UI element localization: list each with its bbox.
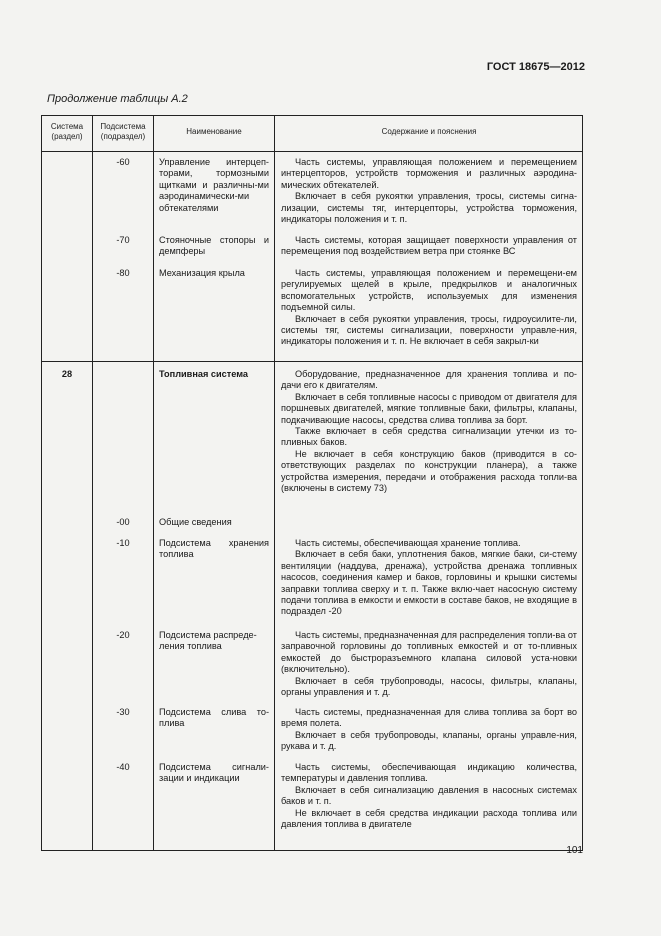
header-content: Содержание и пояснения [381,127,477,136]
row-name: Стояночные стопоры и демпферы [159,235,269,257]
content-paragraph: Оборудование, предназначенное для хранения топлива и по-дачи его к двигателям. [281,369,577,391]
row-content [281,268,577,348]
page-number: 101 [566,845,583,856]
content-paragraph: Часть системы, предназначенная для распределения топли-ва от заправочной горловины до топливных емкостей и от то-пливных емкостей до быстроразъемного клапана силовой уста-новки (включительно). [281,630,577,675]
row-content [281,630,577,698]
content-paragraph: Не включает в себя конструкцию баков (приводится в со-ответствующих разделах по конструкции планера), а также устройства измерения, передачи и отображения расхода топли-ва (включены в систему 73) [281,448,577,494]
content-paragraph: Включает в себя баки, уплотнения баков, мягкие баки, си-стему вентиляции (наддува, дренажа), устройства дренажа топливных насосов, соединения камер и баков, горловины и крышки системы заправки топлива сверху и т. п. Также вклю-чает насосную систему подачи топлива в емкости и емкости в составе баков, не входящие в подраздел -20 [281,549,577,617]
content-paragraph: Включает в себя топливные насосы с приводом от двигателя для поршневых двигателей, мягкие топливные баки, фильтры, клапаны, подкачивающие насосы, средства слива топлива за борт. [281,391,577,425]
header-name: Наименование [186,127,242,136]
subsystem-code: -00 [116,517,130,527]
header-subsystem: Подсистема (подраздел) [100,122,146,141]
content-paragraph: Часть системы, управляющая положением и перемещением интерцепторов, устройств торможения и различных аэродина-мических обтекателей. [281,157,577,190]
subsystem-code: -80 [116,268,130,278]
section-divider [42,361,582,362]
table-caption: Продолжение таблицы А.2 [47,93,188,105]
row-name: Подсистема распреде-ления топлива [159,630,257,652]
content-paragraph: Часть системы, предназначенная для слива топлива за борт во время полета. [281,707,577,729]
subsystem-code: -10 [116,538,130,548]
header-divider [42,151,582,152]
row-content [281,538,577,618]
row-name: Механизация крыла [159,268,245,278]
header-system: Система (раздел) [50,122,84,141]
classification-table [41,115,583,851]
content-paragraph: Включает в себя трубопроводы, насосы, фильтры, клапаны, органы управления и т. д. [281,675,577,698]
content-paragraph: Включает в себя рукоятки управления, тросы, системы сигна-лизации, системы тяг, интерцепторы, устройства торможения, индикаторы положения и т. п. [281,191,577,225]
content-paragraph: Включает в себя трубопроводы, клапаны, органы управле-ния, рукава и т. д. [281,729,577,752]
content-paragraph: Часть системы, которая защищает поверхности управления от перемещения под воздействием ветра при стоянке ВС [281,235,577,257]
column-divider [274,116,275,850]
row-name: Подсистема хранения топлива [159,538,269,560]
column-divider [92,116,93,850]
subsystem-code: -70 [116,235,130,245]
content-paragraph: Не включает в себя средства индикации расхода топлива или давления топлива в двигателе [281,807,577,830]
content-paragraph: Также включает в себя средства сигнализации утечки из то-пливных баков. [281,426,577,448]
subsystem-code: -40 [116,762,130,772]
row-name: Общие сведения [159,517,232,527]
content-paragraph: Включает в себя рукоятки управления, тросы, гидроусилите-ли, системы тяг, системы сигнализации, поверхности управле-ния, индикаторы положения и т. п. Не включает в себя закрыл-ки [281,313,577,347]
row-content [281,707,577,753]
row-content [281,369,577,494]
subsystem-code: -30 [116,707,130,717]
row-content [281,762,577,830]
content-paragraph: Часть системы, обеспечивающая индикацию количества, температуры и давления топлива. [281,762,577,784]
content-paragraph: Часть системы, обеспечивающая хранение топлива. [295,538,521,548]
row-content [281,235,577,258]
row-name: Подсистема слива то-плива [159,707,269,729]
subsystem-code: -60 [116,157,130,167]
row-content [281,157,577,225]
system-code: 28 [61,369,73,379]
standard-code: ГОСТ 18675—2012 [486,61,585,73]
column-divider [153,116,154,850]
row-name: Управление интерцеп-торами, тормозными щитками и различны-ми аэродинамически-ми обтекателями [159,157,269,213]
content-paragraph: Включает в себя сигнализацию давления в насосных системах баков и т. п. [281,784,577,807]
content-paragraph: Часть системы, управляющая положением и перемещени-ем регулируемых щелей в крыле, предкрылков и аналогичных вспомогательных устройств, используемых для изменения подъемной силы. [281,268,577,313]
subsystem-code: -20 [116,630,130,640]
row-name: Топливная система [159,369,249,379]
row-name: Подсистема сигнали-зации и индикации [159,762,269,784]
